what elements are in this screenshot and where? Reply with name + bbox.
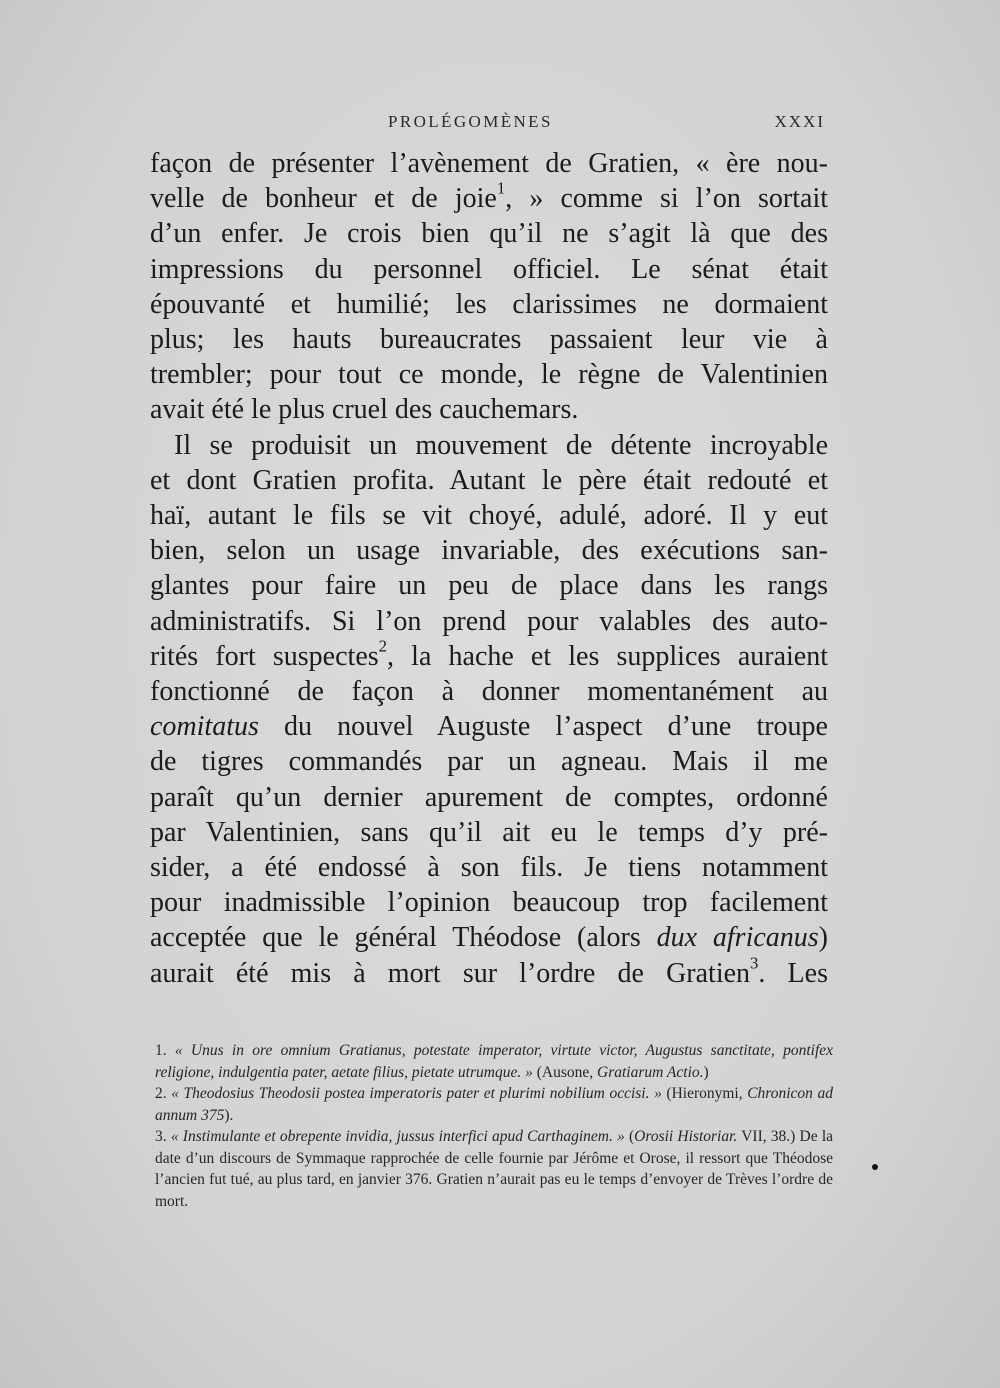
footnote-1: 1. « Unus in ore omnium Gratianus, potestate imperator, virtute victor, Augustus sanctitate, pontifex religione, indulgentia pater, aetate filius, pietate utrumque. » (Ausone, Gratiarum Actio.) [155,1042,834,1081]
text-line: rités fort suspectes$^2$, la hache et les supplices auraient [150,636,828,672]
text-line: bien, selon un usage invariable, des exécutions san- [150,535,828,567]
text-line: plus; les hauts bureaucrates passaient leur vie à [150,324,828,356]
footnotes [155,1040,833,1212]
text-line: pour inadmissible l’opinion beaucoup trop facilement [150,887,828,919]
footnote-2: 2. « Theodosius Theodosii postea imperatoris pater et plurimi nobilium occisi. » (Hieronymi, Chronicon ad annum 375). [155,1085,834,1124]
text-line: glantes pour faire un peu de place dans les rangs [150,570,828,602]
text-line: d’un enfer. Je crois bien qu’il ne s’agit là que des [150,218,828,250]
text-line: avait été le plus cruel des cauchemars. [150,394,579,426]
footnote-ref-3: 3 [750,953,759,973]
text-line: haï, autant le fils se vit choyé, adulé, adoré. Il y eut [150,500,828,532]
text-line: de tigres commandés par un agneau. Mais il me [150,746,828,778]
text-line: impressions du personnel officiel. Le sénat était [150,253,828,285]
text-line: aurait été mis à mort sur l’ordre de Gratien$^3$. Les [150,953,828,989]
text-line: trembler; pour tout ce monde, le règne de Valentinien [150,359,828,391]
page-number: XXXI [774,112,825,131]
text-line: et dont Gratien profita. Autant le père était redouté et [150,464,828,496]
ink-speck [872,1164,878,1170]
text-line: administratifs. Si l’on prend pour valables des auto- [150,605,828,637]
text-line: comitatus du nouvel Auguste l’aspect d’une troupe [150,711,828,743]
page-header [150,112,825,136]
text-line: Il se produisit un mouvement de détente incroyable [174,429,828,461]
text-line: fonctionné de façon à donner momentanément au [150,676,828,708]
text-line: sider, a été endossé à son fils. Je tiens notamment [150,852,828,884]
footnote-3: 3. « Instimulante et obrepente invidia, jussus interfici apud Carthaginem. » (Orosii Historiar. VII, 38.) De la date d’un discours de Symmaque rapprochée de celle fournie par Jérôme et Orose, il ressort que Théodose l’ancien fut tué, au plus tard, en janvier 376. Gratien n’aurait pas eu le temps d’envoyer de Trèves l’ordre de mort. [155,1128,834,1210]
main-text [150,146,828,991]
text-line: façon de présenter l’avènement de Gratien, « ère nou- [150,148,828,179]
footnote-ref-2: 2 [378,636,388,656]
text-line: épouvanté et humilié; les clarissimes ne dormaient [150,288,828,320]
text-line: velle de bonheur et de joie$^1$, » comme si l’on sortait [150,178,829,215]
text-line: acceptée que le général Théodose (alors dux africanus) [150,922,828,954]
text-line: par Valentinien, sans qu’il ait eu le temps d’y pré- [150,816,828,848]
running-title: PROLÉGOMÈNES [388,112,553,131]
footnote-ref-1: 1 [496,178,506,198]
text-line: paraît qu’un dernier apurement de comptes, ordonné [150,781,828,813]
